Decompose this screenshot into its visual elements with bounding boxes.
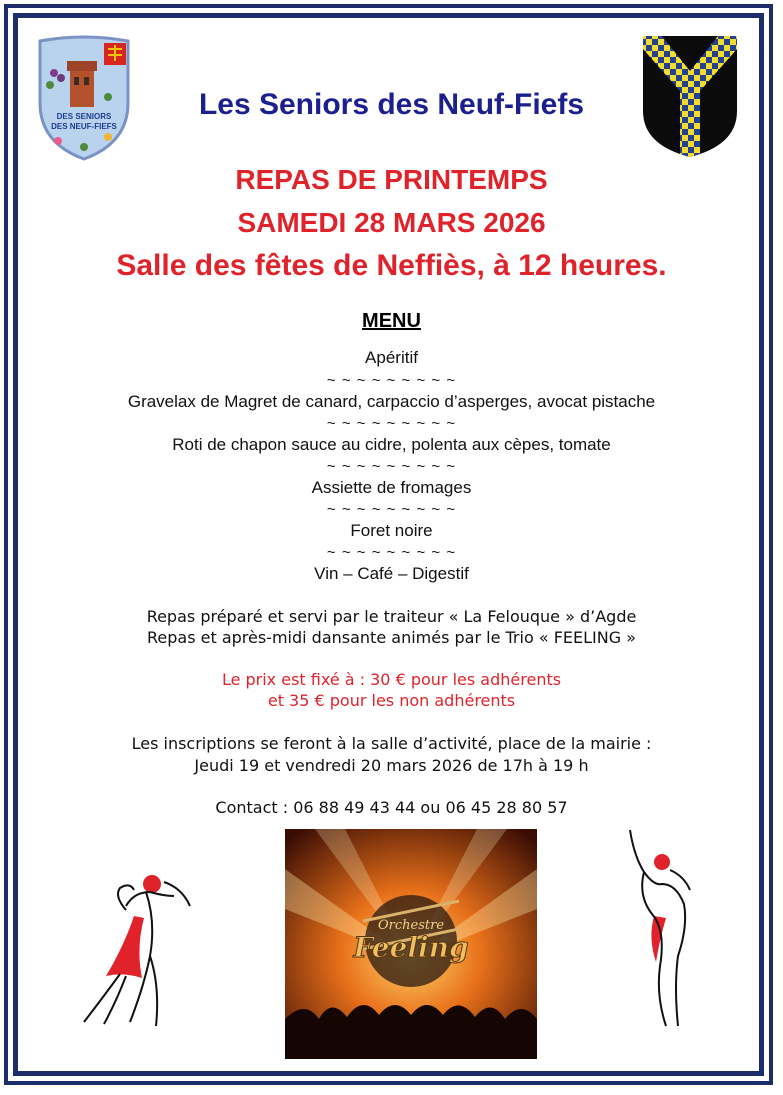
band-info: Repas et après-midi dansante animés par le Trio « FEELING » — [146, 628, 636, 647]
orchestra-feeling-poster — [285, 829, 537, 1059]
event-date: SAMEDI 28 MARS 2026 — [237, 207, 546, 238]
poster-feeling-label: Feeling — [353, 931, 469, 964]
menu-separator: ~ ~ ~ ~ ~ ~ ~ ~ ~ — [326, 372, 457, 389]
menu-separator: ~ ~ ~ ~ ~ ~ ~ ~ ~ — [326, 501, 457, 518]
registration-dates: Jeudi 19 et vendredi 20 mars 2026 de 17h à 19 h — [194, 756, 589, 775]
menu-item-main-course: Roti de chapon sauce au cidre, polenta aux cèpes, tomate — [172, 435, 611, 454]
poster-orchestre-label: Orchestre — [377, 918, 445, 933]
association-title: Les Seniors des Neuf-Fiefs — [198, 88, 585, 121]
dancer-couple-illustration-left — [64, 826, 204, 1036]
price-line-non-members: et 35 € pour les non adhérents — [267, 691, 516, 710]
price-line-members: Le prix est fixé à : 30 € pour les adhérents — [221, 670, 562, 689]
menu-item-starter: Gravelax de Magret de canard, carpaccio d’asperges, avocat pistache — [127, 392, 656, 411]
shield-text-line2: DES NEUF-FIEFS — [51, 122, 117, 131]
menu-item-drinks: Vin – Café – Digestif — [314, 564, 469, 583]
menu-heading: MENU — [362, 310, 421, 332]
menu-separator: ~ ~ ~ ~ ~ ~ ~ ~ ~ — [326, 458, 457, 475]
contact-phones: Contact : 06 88 49 43 44 ou 06 45 28 80 57 — [215, 798, 568, 817]
registration-place: Les inscriptions se feront à la salle d’activité, place de la mairie : — [131, 734, 652, 753]
caterer-info: Repas préparé et servi par le traiteur « La Felouque » d’Agde — [146, 607, 637, 626]
dancer-couple-illustration-right — [604, 826, 714, 1031]
event-title: REPAS DE PRINTEMPS — [235, 164, 548, 195]
menu-separator: ~ ~ ~ ~ ~ ~ ~ ~ ~ — [326, 544, 457, 561]
menu-separator: ~ ~ ~ ~ ~ ~ ~ ~ ~ — [326, 415, 457, 432]
shield-text-line1: DES SENIORS — [56, 112, 112, 121]
menu-item-cheese: Assiette de fromages — [311, 478, 472, 497]
menu-item-aperitif: Apéritif — [365, 348, 418, 367]
event-location: Salle des fêtes de Neffiès, à 12 heures. — [116, 249, 667, 282]
menu-item-dessert: Foret noire — [350, 521, 433, 540]
